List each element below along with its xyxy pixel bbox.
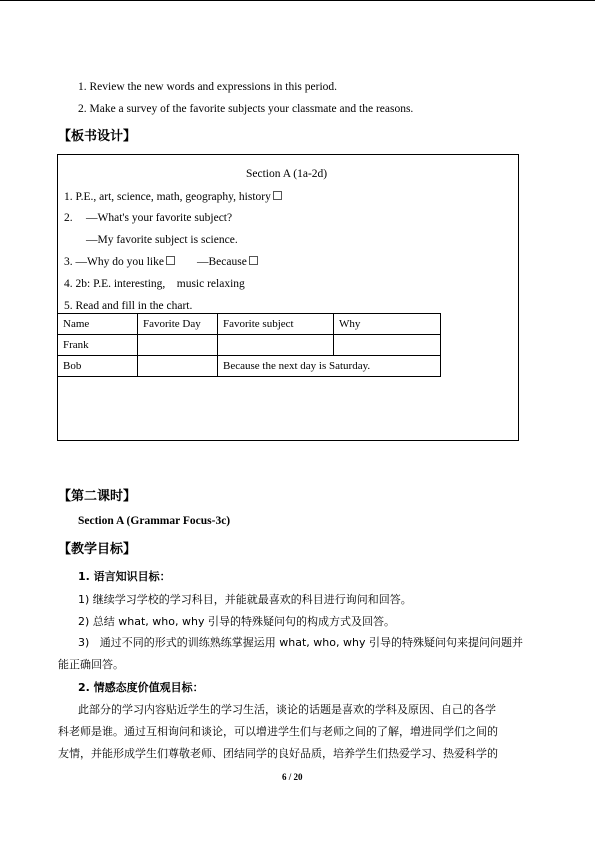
table-header-cell: Favorite subject	[218, 314, 334, 335]
table-cell: Frank	[58, 335, 138, 356]
board-line-1	[64, 191, 282, 203]
table-header-cell: Why	[334, 314, 441, 335]
goal-1-item: 3) 通过不同的形式的训练熟练掌握运用 what, who, why 引导的特殊疑问句来提问问题并	[78, 636, 523, 649]
board-line-2-num: 2.	[64, 212, 73, 224]
board-line-4b	[197, 256, 258, 268]
goal-1-item-cont: 能正确回答。	[58, 658, 124, 671]
goal-1-item: 1) 继续学习学校的学习科目，并能就最喜欢的科目进行询问和回答。	[78, 593, 412, 606]
goal-2-text: 此部分的学习内容贴近学生的学习生活，谈论的话题是喜欢的学科及原因、自己的各学	[78, 703, 496, 716]
table-header-cell: Name	[58, 314, 138, 335]
homework-item-2: 2. Make a survey of the favorite subjects your classmate and the reasons.	[78, 103, 414, 115]
lesson-2-heading: 【第二课时】	[58, 489, 137, 504]
table-cell: Bob	[58, 356, 138, 377]
board-line-3: —My favorite subject is science.	[86, 234, 238, 246]
board-title: Section A (1a-2d)	[246, 168, 328, 180]
table-cell	[138, 335, 218, 356]
goal-1-title: 1. 语言知识目标：	[78, 570, 171, 583]
table-cell: Because the next day is Saturday.	[218, 356, 441, 377]
table-row	[58, 356, 441, 377]
board-line-4a-text: 3. —Why do you like	[64, 256, 164, 268]
board-line-5: 4. 2b: P.E. interesting, music relaxing	[64, 278, 245, 290]
board-line-4b-text: —Because	[197, 256, 247, 268]
table-cell	[138, 356, 218, 377]
goal-1-item: 2) 总结 what, who, why 引导的特殊疑问句的构成方式及回答。	[78, 615, 395, 628]
lesson-2-section: Section A (Grammar Focus-3c)	[78, 515, 231, 527]
header-rule	[0, 0, 595, 1]
table-header-row	[58, 314, 441, 335]
board-line-6: 5. Read and fill in the chart.	[64, 300, 193, 312]
board-line-1-text: 1. P.E., art, science, math, geography, history	[64, 191, 271, 203]
table-cell	[218, 335, 334, 356]
page-number: 6 / 20	[282, 772, 303, 782]
square-icon	[166, 256, 175, 265]
homework-item-1: 1. Review the new words and expressions in this period.	[78, 81, 338, 93]
table-row	[58, 335, 441, 356]
square-icon	[273, 191, 282, 200]
board-line-4a	[64, 256, 175, 268]
survey-chart	[57, 313, 441, 377]
goal-2-text: 科老师是谁。通过互相询问和谈论，可以增进学生们与老师之间的了解，增进同学们之间的	[58, 725, 498, 738]
teaching-goals-heading: 【教学目标】	[58, 542, 137, 557]
goal-2-text: 友情，并能形成学生们尊敬老师、团结同学的良好品质，培养学生们热爱学习、热爱科学的	[58, 747, 498, 760]
square-icon	[249, 256, 258, 265]
table-header-cell: Favorite Day	[138, 314, 218, 335]
goal-2-title: 2. 情感态度价值观目标：	[78, 681, 204, 694]
board-design-heading: 【板书设计】	[58, 129, 137, 144]
board-line-2: —What's your favorite subject?	[86, 212, 233, 224]
table-cell	[334, 335, 441, 356]
